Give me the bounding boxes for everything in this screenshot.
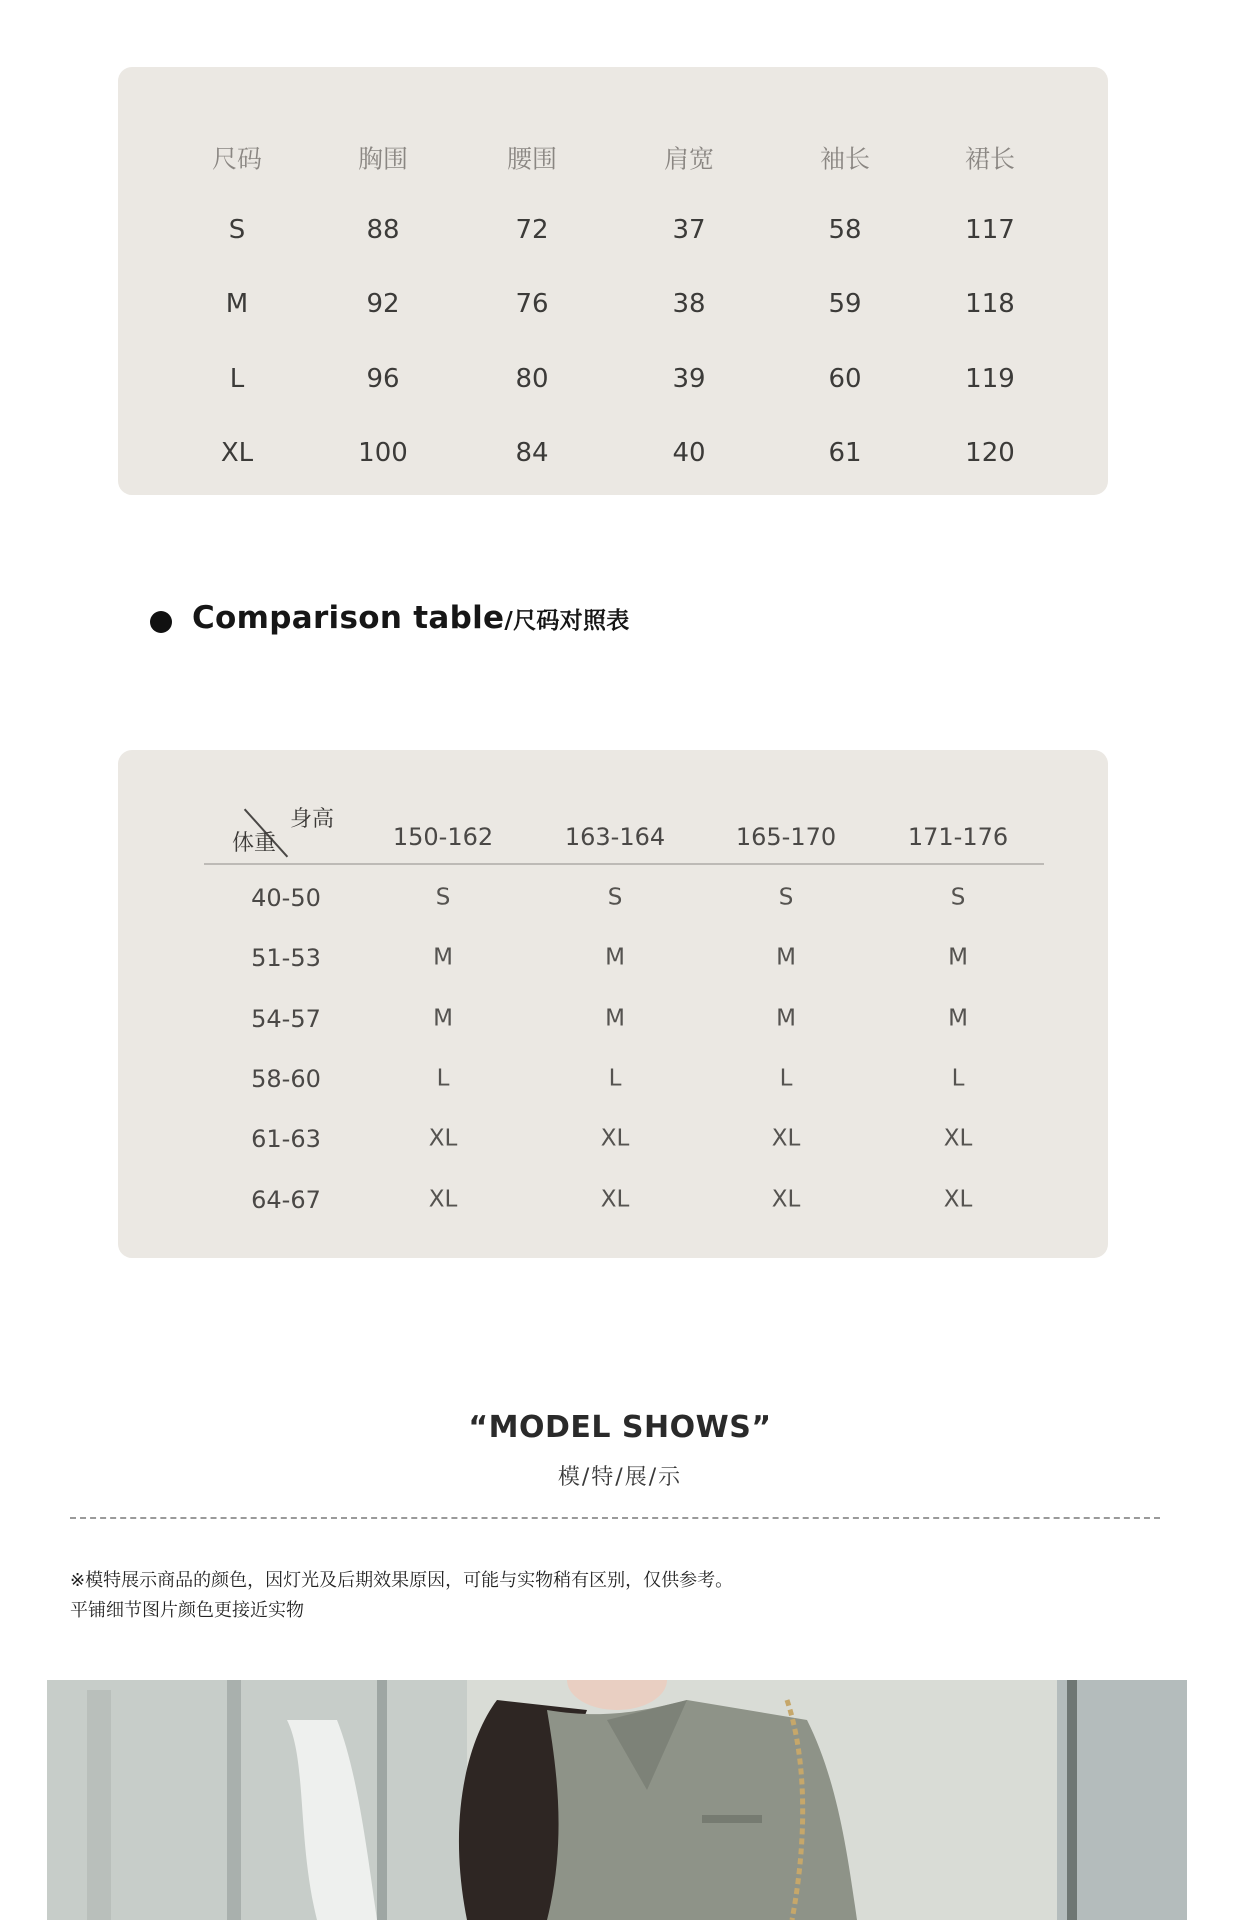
size-table-header: 肩宽 [663,144,715,174]
size-table-header: 尺码 [211,144,263,174]
recommended-size-cell: S [778,884,794,911]
photo-window-frame [227,1680,241,1920]
recommended-size-cell: S [607,884,623,911]
size-table-cell: 117 [965,215,1015,245]
model-photo-illustration [47,1680,1187,1920]
bullet-dot-icon [150,611,172,633]
recommended-size-cell: XL [428,1186,458,1213]
size-table-cell: 37 [672,215,706,245]
size-table-cell: M [225,289,249,319]
size-table-cell: 58 [828,215,862,245]
model-photo [47,1680,1187,1920]
photo-window-frame [1067,1680,1077,1920]
weight-range-label: 58-60 [251,1065,321,1093]
color-disclaimer-note: ※模特展示商品的颜色，因灯光及后期效果原因，可能与实物稍有区别，仅供参考。 [70,1570,734,1591]
size-table-header: 裙长 [964,144,1016,174]
recommended-size-cell: L [608,1065,622,1092]
corner-label-height: 身高 [290,807,335,832]
photo-pocket [702,1815,762,1823]
recommended-size-cell: M [776,1005,796,1032]
recommended-size-cell: XL [771,1186,801,1213]
recommended-size-cell: M [776,944,796,971]
size-table-cell: 39 [672,364,706,394]
size-table-cell: 60 [828,364,862,394]
weight-range-label: 40-50 [251,884,321,912]
weight-range-label: 51-53 [251,944,321,972]
size-table-cell: 61 [828,438,862,468]
model-shows-title: “MODEL SHOWS” [468,1410,772,1445]
weight-range-label: 64-67 [251,1186,321,1214]
recommended-size-cell: XL [943,1125,973,1152]
model-shows-subtitle: 模/特/展/示 [557,1465,683,1490]
recommended-size-cell: M [948,944,968,971]
size-table-cell: 84 [515,438,549,468]
size-table-header: 胸围 [357,144,409,174]
recommended-size-cell: XL [771,1125,801,1152]
size-table-cell: 92 [366,289,400,319]
size-table-cell: XL [220,438,254,468]
recommended-size-cell: M [605,944,625,971]
size-table-cell: 76 [515,289,549,319]
recommended-size-cell: L [436,1065,450,1092]
recommended-size-cell: M [605,1005,625,1032]
recommended-size-cell: M [948,1005,968,1032]
recommended-size-cell: S [435,884,451,911]
recommended-size-cell: S [950,884,966,911]
size-table-cell: S [228,215,246,245]
size-table-cell: 120 [965,438,1015,468]
size-table-cell: 100 [358,438,408,468]
size-table-cell: 119 [965,364,1015,394]
flat-lay-note: 平铺细节图片颜色更接近实物 [70,1600,304,1621]
dashed-divider [70,1517,1160,1519]
photo-window-frame [87,1690,111,1920]
recommended-size-cell: XL [943,1186,973,1213]
recommended-size-cell: M [433,1005,453,1032]
size-table-cell: 96 [366,364,400,394]
height-range-header: 171-176 [907,823,1009,851]
height-range-header: 163-164 [564,823,666,851]
size-table-cell: 118 [965,289,1015,319]
height-range-header: 150-162 [392,823,494,851]
recommended-size-cell: L [779,1065,793,1092]
size-table-cell: 80 [515,364,549,394]
size-table-cell: 72 [515,215,549,245]
recommended-size-cell: L [951,1065,965,1092]
recommended-size-cell: XL [600,1125,630,1152]
comparison-table-heading: Comparison table/尺码对照表 [192,600,630,636]
recommended-size-cell: XL [428,1125,458,1152]
size-table-cell: L [229,364,245,394]
recommended-size-cell: XL [600,1186,630,1213]
photo-window-frame [377,1680,387,1920]
size-chart-panel [118,67,1108,495]
size-table-cell: 40 [672,438,706,468]
size-table-header: 袖长 [819,144,871,174]
weight-range-label: 54-57 [251,1005,321,1033]
recommended-size-cell: M [433,944,453,971]
size-table-cell: 59 [828,289,862,319]
height-range-header: 165-170 [735,823,837,851]
size-table-cell: 88 [366,215,400,245]
weight-range-label: 61-63 [251,1125,321,1153]
size-table-header: 腰围 [506,144,558,174]
header-divider [204,863,1044,865]
size-comparison-panel [118,750,1108,1258]
size-table-cell: 38 [672,289,706,319]
corner-label-weight: 体重 [232,831,277,856]
photo-jacket [547,1700,857,1920]
